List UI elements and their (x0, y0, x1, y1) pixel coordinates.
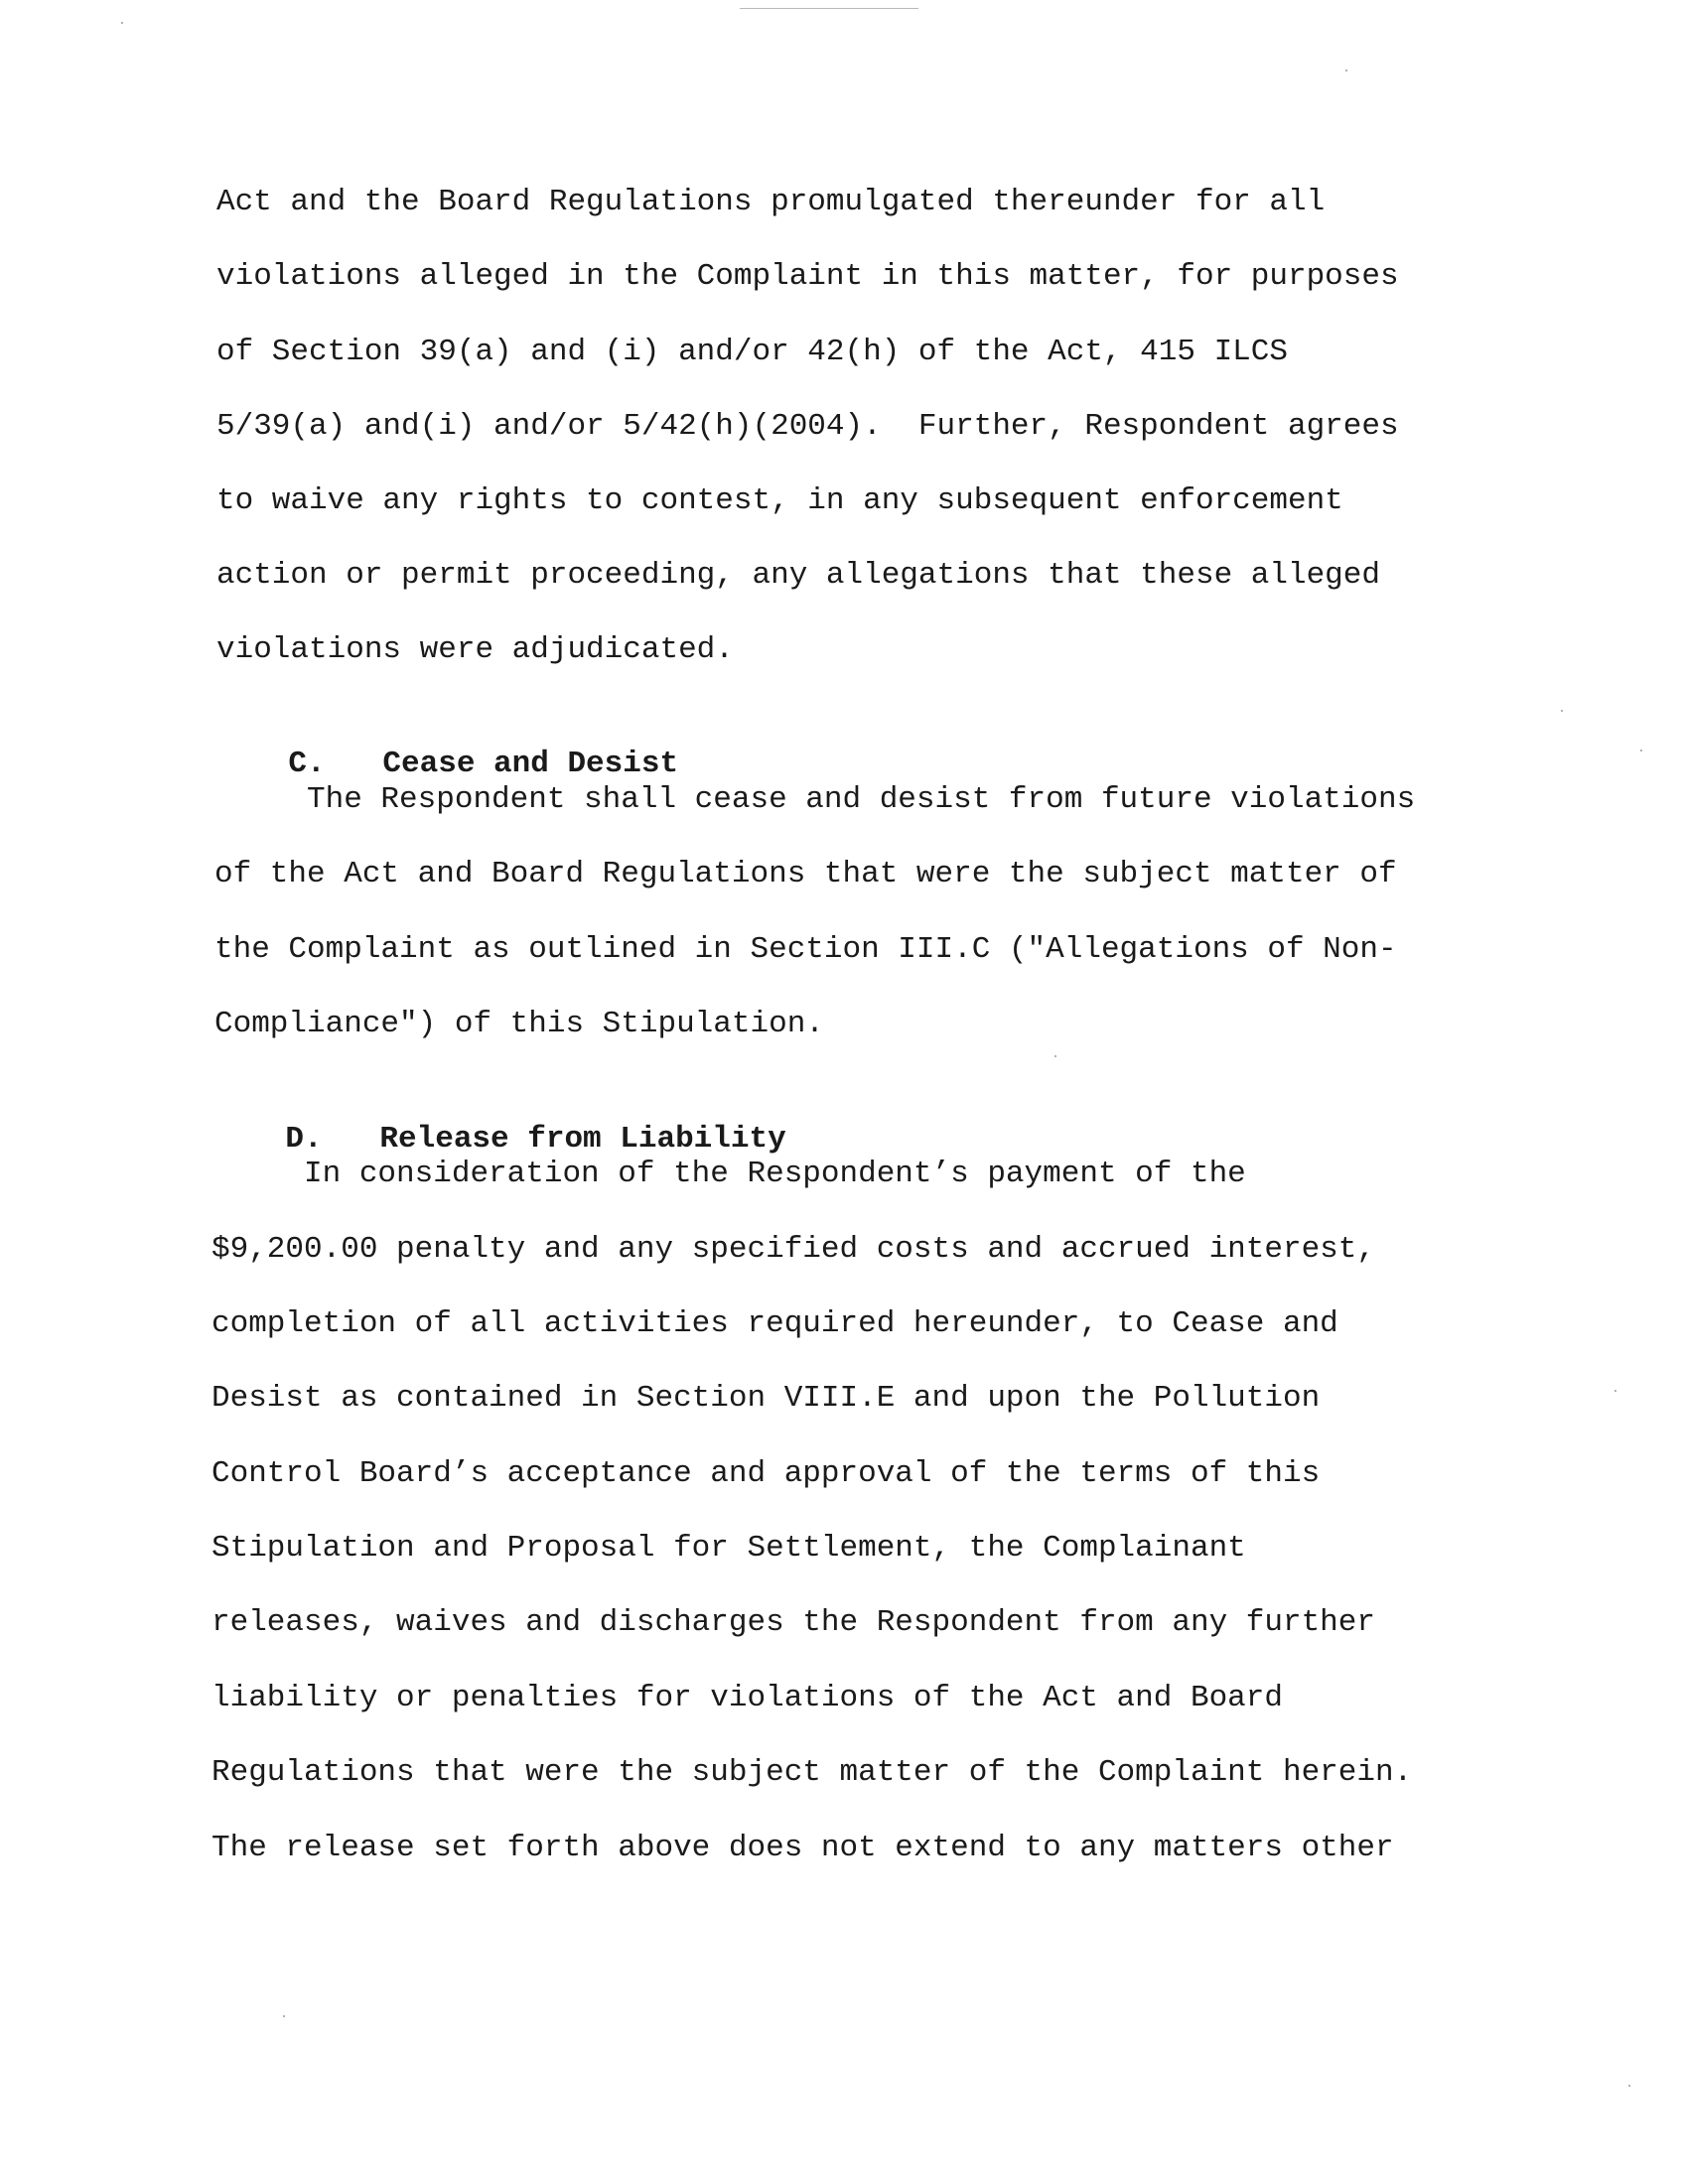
section-d-title: Release from Liability (379, 1122, 786, 1157)
section-c-line: the Complaint as outlined in Section III.C ("Allegations of Non- (214, 932, 1397, 967)
section-d-line: The release set forth above does not extend to any matters other (211, 1831, 1394, 1865)
section-d-line: Control Board’s acceptance and approval of the terms of this (211, 1456, 1321, 1491)
section-d-line: In consideration of the Respondent’s payment of the (211, 1157, 1246, 1191)
section-d-letter: D. (285, 1122, 323, 1157)
section-c-line: The Respondent shall cease and desist from future violations (214, 782, 1416, 817)
section-c-line: Compliance") of this Stipulation. (214, 1007, 824, 1041)
paragraph-line: of Section 39(a) and (i) and/or 42(h) of the Act, 415 ILCS (216, 335, 1288, 369)
scan-speck (1640, 750, 1642, 751)
scan-speck (283, 2015, 285, 2017)
section-d-line: completion of all activities required hereunder, to Cease and (211, 1306, 1338, 1341)
section-d-line: releases, waives and discharges the Respondent from any further (211, 1605, 1375, 1640)
paragraph-line: action or permit proceeding, any allegations that these alleged (216, 558, 1380, 593)
paragraph-line: Act and the Board Regulations promulgated thereunder for all (216, 185, 1326, 219)
scan-speck (1614, 1390, 1616, 1392)
section-d-line: $9,200.00 penalty and any specified costs and accrued interest, (211, 1232, 1375, 1267)
section-c-line: of the Act and Board Regulations that were the subject matter of (214, 857, 1397, 891)
section-d-line: liability or penalties for violations of the Act and Board (211, 1681, 1283, 1715)
section-c-letter: C. (288, 747, 326, 781)
section-c-title: Cease and Desist (382, 747, 679, 781)
section-d-line: Stipulation and Proposal for Settlement, the Complainant (211, 1531, 1246, 1566)
scan-speck (1561, 710, 1563, 712)
paragraph-line: to waive any rights to contest, in any subsequent enforcement (216, 483, 1343, 518)
scan-mark-top (740, 8, 918, 9)
paragraph-line: violations were adjudicated. (216, 632, 734, 667)
scan-speck (1054, 1055, 1056, 1057)
section-d-line: Desist as contained in Section VIII.E and upon the Pollution (211, 1381, 1321, 1416)
section-d-line: Regulations that were the subject matter of the Complaint herein. (211, 1755, 1413, 1790)
scan-speck (121, 22, 123, 24)
paragraph-line: 5/39(a) and(i) and/or 5/42(h)(2004). Further, Respondent agrees (216, 409, 1399, 444)
scan-speck (1345, 69, 1347, 71)
scan-speck (1628, 2085, 1630, 2087)
paragraph-line: violations alleged in the Complaint in this matter, for purposes (216, 259, 1399, 294)
